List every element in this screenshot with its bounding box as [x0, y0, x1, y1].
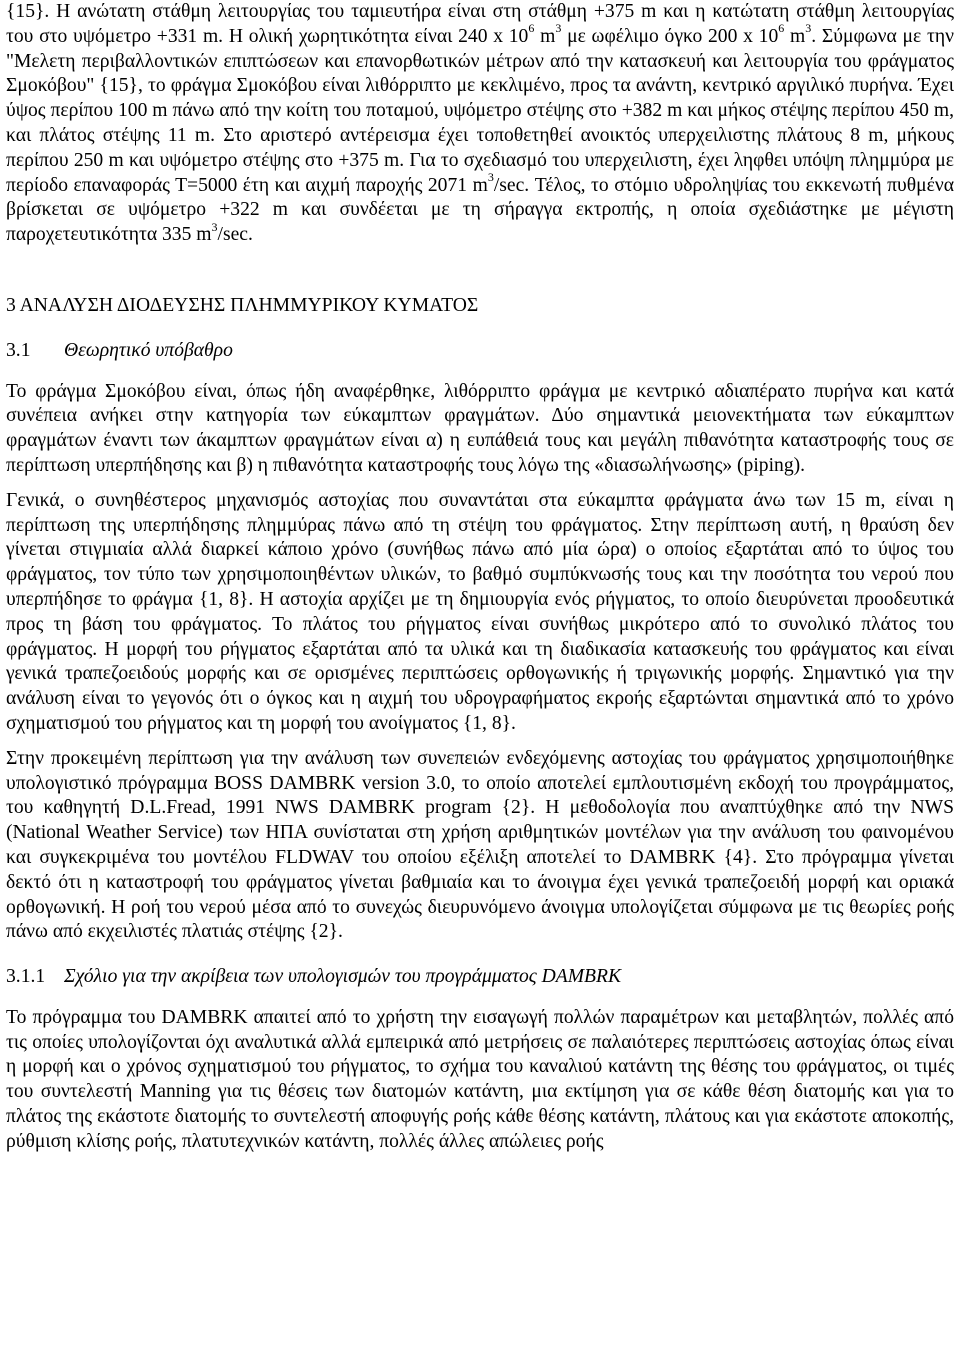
section-heading-3: 3 ΑΝΑΛΥΣΗ ΔΙΟΔΕΥΣΗΣ ΠΛΗΜΜΥΡΙΚΟΥ ΚΥΜΑΤΟΣ: [6, 294, 479, 316]
document-page: [6, 0, 954, 1155]
section-number: 3.1: [6, 339, 31, 361]
section-heading-3-1-1: [6, 965, 954, 990]
paragraph-failure-mechanism: Γενικά, ο συνηθέστερος μηχανισμός αστοχίας που συναντάται στα εύκαμπτα φράγματα άνω των 15 m, είναι η περίπτωση της υπερπήδησης πλημμύρας πάνω από τη στέψη του φράγματος. Στην περίπτωση αυτή, η θραύση δεν γίνεται στιγμιαία αλλά διαρκεί κάποιο χρόνο (συνήθως πάνω από μία ώρα) ο οποίος εξαρτάται από το ύψος του φράγματος, τον τύπο των χρησιμοποιηθέντων υλικών, το βαθμό συμπύκνωσής τους και την ποσότητα του νερού που υπερπήδησε το φράγμα {1, 8}. Η αστοχία αρχίζει με τη δημιουργία ενός ρήγματος, το οποίο διευρύνεται προοδευτικά προς τη βάση του φράγματος. Το πλάτος του ρήγματος είναι συνήθως μικρότερο από το συνολικό πλάτος του φράγματος. Η μορφή του ρήγματος εξαρτάται από τα υλικά και τη διαδικασία κατασκευής του φράγματος και είναι γενικά τραπεζοειδούς μορφής και σε ορισμένες περιπτώσεις ορθογωνικής ή τριγωνικής μορφής. Σημαντικό για την ανάλυση είναι το γεγονός ότι ο όγκος και η αιχμή του υδρογραφήματος εκροής εξαρτώνται σημαντικά από το χρόνο σχηματισμού του ρήγματος και τη μορφή του ανοίγματος {1, 8}.: [6, 489, 954, 734]
section-number: 3.1.1: [6, 966, 46, 988]
superscript: 6: [778, 21, 785, 36]
superscript: 3: [211, 219, 218, 234]
text-run: m: [784, 25, 806, 47]
section-heading-3-1: [6, 339, 954, 364]
paragraph-dam-type: Το φράγμα Σμοκόβου είναι, όπως ήδη αναφέρθηκε, λιθόρριπτο φράγμα με κεντρικό αδιαπέρατο πυρήνα και κατά συνέπεια ανήκει στην κατηγορία των εύκαμπτων φραγμάτων. Δύο σημαντικά μειονεκτήματα των εύκαμπτων φραγμάτων έναντι των άκαμπτων φραγμάτων είναι α) η ευπάθειά τους και μεγάλη πιθανότητα καταστροφής τους σε περίπτωση υπερπήδησης και β) η πιθανότητα καταστροφής τους λόγω της «διασωλήνωσης» (piping).: [6, 380, 954, 476]
text-run: /sec. Τέλος, το στόμιο υδροληψίας του εκκενωτή πυθμένα βρίσκεται σε υψόμετρο +322 m και συνδέεται με τη σήραγγα εκτροπής, η οποία σχεδιάστηκε με μέγιστη παροχετευτικότητα 335 m: [6, 174, 954, 246]
section-title: Σχόλιο για την ακρίβεια των υπολογισμών του προγράμματος DAMBRK: [64, 966, 622, 988]
text-run: m: [534, 25, 556, 47]
section-title: Θεωρητικό υπόβαθρο: [64, 339, 233, 361]
paragraph-reservoir: [6, 0, 954, 248]
superscript: 6: [528, 21, 535, 36]
text-run: {15}. Η ανώτατη στάθμη λειτουργίας του ταμιευτήρα είναι στη στάθμη +375 m και η κατώτατη στάθμη λειτουργίας του στο υψόμετρο +331 m. Η ολική χωρητικότητα είναι 240 x 10: [6, 1, 954, 47]
superscript: 3: [805, 21, 812, 36]
superscript: 3: [555, 21, 562, 36]
text-run: /sec.: [217, 224, 253, 246]
superscript: 3: [487, 170, 494, 185]
paragraph-dambrk-program: Στην προκειμένη περίπτωση για την ανάλυση των συνεπειών ενδεχόμενης αστοχίας του φράγματος χρησιμοποιήθηκε υπολογιστικό πρόγραμμα BOSS DAMBRK version 3.0, το οποίο αποτελεί εμπλουτισμένη εκδοχή του προγράμματος, του καθηγητή D.L.Fread, 1991 NWS DAMBRK program {2}. Η μεθοδολογία που αναπτύχθηκε από την NWS (National Weather Service) των ΗΠΑ συνίσταται στη χρήση αριθμητικών μοντέλων για την ανάλυση του φαινομένου και συγκεκριμένα του μοντέλου FLDWAV του οποίου εξέλιξη αποτελεί το DAMBRK {4}. Στο πρόγραμμα γίνεται δεκτό ότι η καταστροφή του φράγματος γίνεται βαθμιαία και το άνοιγμα έχει γενικά τραπεζοειδή μορφή και οριακά ορθογωνική. Η ροή του νερού μέσα από το συνεχώς διευρυνόμενο άνοιγμα υπολογίζεται σύμφωνα με τις θεωρίες ροής πάνω από εκχειλιστές πλατιάς στέψης {2}.: [6, 747, 954, 943]
text-run: με ωφέλιμο όγκο 200 x 10: [561, 25, 779, 47]
paragraph-dambrk-accuracy: Το πρόγραμμα του DAMBRK απαιτεί από το χρήστη την εισαγωγή πολλών παραμέτρων και μεταβλητών, πολλές από τις οποίες υπολογίζονται όχι αναλυτικά αλλά εμπειρικά από μετρήσεις σε παλαιότερες περιπτώσεις αστοχίας όπως είναι η μορφή και ο χρόνος σχηματισμού του ρήγματος, το σχήμα του καναλιού κατάντη της θέσης του φράγματος, οι τιμές του συντελεστή Manning για τις θέσεις των διατομών κατάντη, μια εκτίμηση για σε κάθε θέση διατομής και για το πλάτος της εκάστοτε διατομής το συντελεστή αποφυγής ροής κάθε θέσης κατάντη, πλάτους και για εκάστοτε αποκοπής, ρύθμιση κλίσης ροής, πλατυτεχνικών κατάντη, πολλές άλλες απώλειες ροής: [6, 1006, 954, 1152]
text-run: . Σύμφωνα με την "Μελετη περιβαλλοντικών επιπτώσεων και επανορθωτικών μέτρων από την κατασκευή και λειτουργία του φράγματος Σμοκόβου" {15}, το φράγμα Σμοκόβου είναι λιθόρριπτο με κεκλιμένο, προς τα ανάντη, κεντρικό αργιλικό πυρήνα. Έχει ύψος περίπου 100 m πάνω από την κοίτη του ποταμού, υψόμετρο στέψης στο +382 m και μήκος στέψης περίπου 450 m, και πλάτος στέψης 11 m. Στο αριστερό αντέρεισμα έχει τοποθετηθεί ανοικτός υπερχειλιστης πλάτους 8 m, μήκους περίπου 250 m και υψόμετρο στέψης στο +375 m. Για το σχεδιασμό του υπερχειλιστη, έχει ληφθει υπόψη πλημμύρα με περίοδο επαναφοράς Τ=5000 έτη και αιχμή παροχής 2071 m: [6, 25, 954, 196]
